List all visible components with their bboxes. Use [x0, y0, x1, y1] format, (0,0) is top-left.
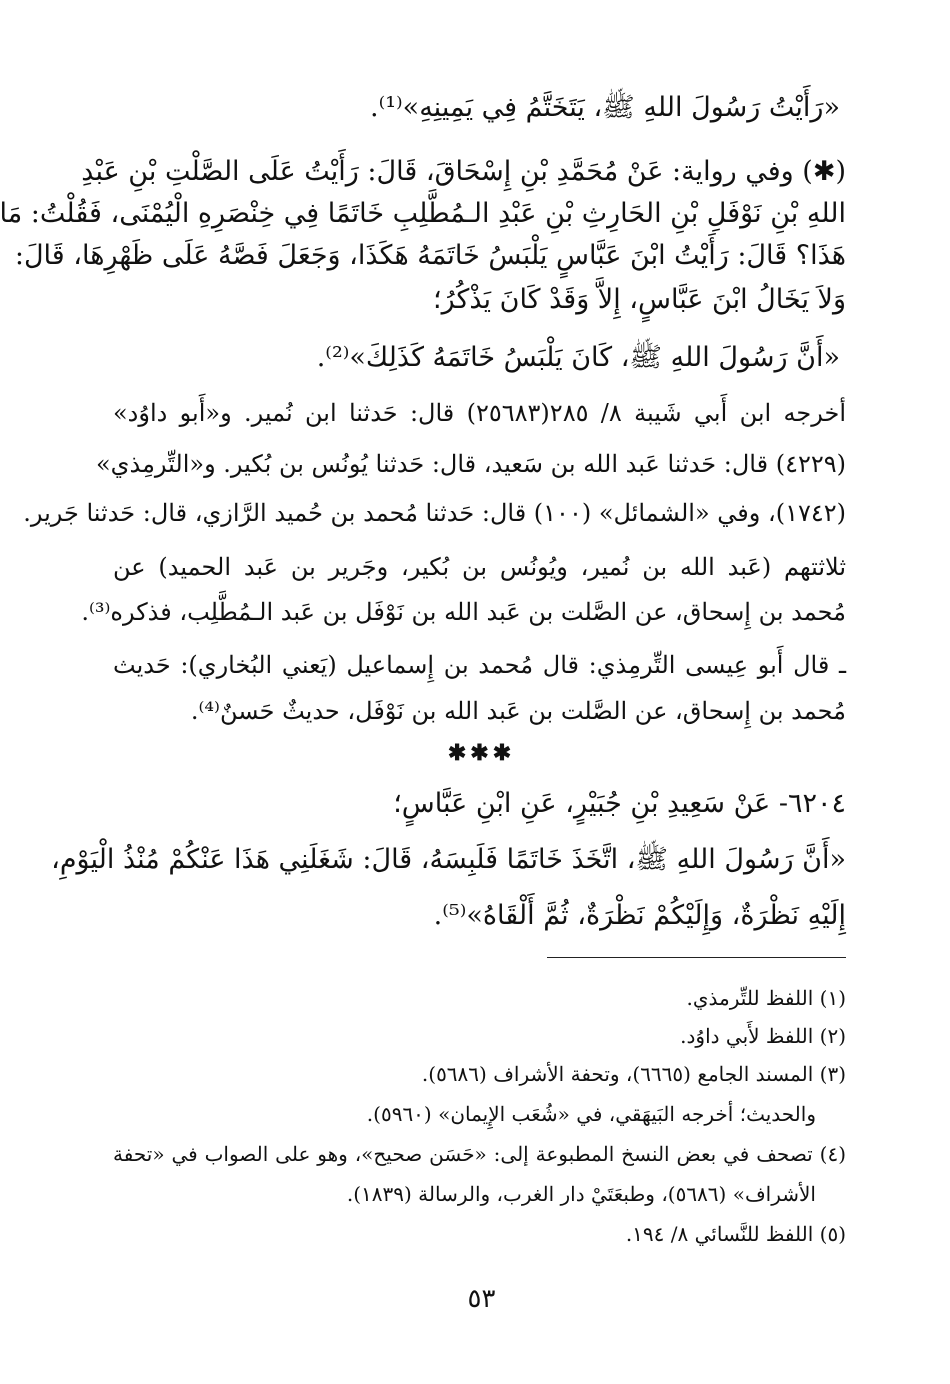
- footnote: والحديث؛ أخرجه البَيهَقي، في «شُعَب الإِيمان» (٥٩٦٠).: [366, 1102, 816, 1126]
- narrators-line: مُحمد بن إِسحاق، عن الصَّلت بن عَبد الله بن نَوْفَل بن عَبد الـمُطَّلِب، فذكره⁽³⁾.: [81, 598, 846, 626]
- text-line: «أَنَّ رَسُولَ اللهِ ﷺ، كَانَ يَلْبَسُ خَاتَمَهُ كَذَلِكَ»⁽²⁾.: [316, 342, 840, 373]
- footnote: (٥) اللفظ للنَّسائي ٨/ ١٩٤.: [625, 1222, 846, 1246]
- narrators-line: ثلاثتهم (عَبد الله بن نُمير، ويُونُس بن بُكير، وجَرير بن عَبد الحميد) عن: [113, 553, 846, 581]
- page-number: ٥٣: [467, 1284, 496, 1314]
- footnote: (٤) تصحف في بعض النسخ المطبوعة إلى: «حَسَن صحيح»، وهو على الصواب في «تحفة: [113, 1142, 846, 1166]
- footnote: الأشراف» (٥٦٨٦)، وطبعَتَيْ دار الغرب، والرسالة (١٨٣٩).: [346, 1182, 816, 1206]
- text-line: وَلاَ يَخَالُ ابْنَ عَبَّاسٍ، إِلاَّ وَقَدْ كَانَ يَذْكُرُ؛: [433, 284, 846, 315]
- takhrij-line: (١٧٤٢)، وفي «الشمائل» (١٠٠) قال: حَدثنا مُحمد بن حُميد الرَّازي، قال: حَدثنا جَرير.: [23, 499, 846, 527]
- text-line: (✱) وفي رواية: عَنْ مُحَمَّدِ بْنِ إِسْحَاقَ، قَالَ: رَأَيْتُ عَلَى الصَّلْتِ بْنِ عَبْدِ: [81, 156, 846, 187]
- tirmidhi-line: مُحمد بن إِسحاق، عن الصَّلت بن عَبد الله بن نَوْفَل، حديثٌ حَسنٌ⁽⁴⁾.: [190, 697, 846, 725]
- footnote-divider: [547, 957, 846, 958]
- footnote: (١) اللفظ للتِّرمذي.: [686, 986, 846, 1010]
- section-separator: ✱✱✱: [447, 740, 516, 766]
- text-line: هَذَا؟ قَالَ: رَأَيْتُ ابْنَ عَبَّاسٍ يَلْبَسُ خَاتَمَهُ هَكَذَا، وَجَعَلَ فَصَّهُ عَلَى ظَهْرِهَا، قَالَ:: [14, 240, 846, 271]
- text-line: إِلَيْهِ نَظْرَةٌ، وَإِلَيْكُمْ نَظْرَةٌ، ثُمَّ أَلْقَاهُ»⁽⁵⁾.: [433, 900, 846, 931]
- text-line: «أَنَّ رَسُولَ اللهِ ﷺ، اتَّخَذَ خَاتَمًا فَلَبِسَهُ، قَالَ: شَغَلَنِي هَذَا عَنْكُمْ مُنْذُ الْيَوْمِ،: [51, 844, 846, 875]
- footnote: (٢) اللفظ لأَبي داوُد.: [680, 1024, 846, 1048]
- text-line: «رَأَيْتُ رَسُولَ اللهِ ﷺ، يَتَخَتَّمُ فِي يَمِينِهِ»⁽¹⁾.: [370, 92, 840, 123]
- takhrij-line: أخرجه ابن أَبي شَيبة ٨/ ٢٨٥(٢٥٦٨٣) قال: حَدثنا ابن نُمير. و«أَبو داوُد»: [113, 399, 846, 427]
- footnote: (٣) المسند الجامع (٦٦٦٥)، وتحفة الأشراف (٥٦٨٦).: [421, 1062, 846, 1086]
- hadith-heading: ٦٢٠٤- عَنْ سَعِيدِ بْنِ جُبَيْرٍ، عَنِ ابْنِ عَبَّاسٍ؛: [393, 788, 846, 819]
- tirmidhi-line: ـ قال أَبو عِيسى التِّرمِذي: قال مُحمد بن إِسماعيل (يَعني البُخاري): حَديث: [113, 651, 846, 679]
- takhrij-line: (٤٢٢٩) قال: حَدثنا عَبد الله بن سَعيد، قال: حَدثنا يُونُس بن بُكير. و«التِّرمِذي»: [96, 450, 846, 478]
- text-line: اللهِ بْنِ نَوْفَلِ بْنِ الحَارِثِ بْنِ عَبْدِ الـمُطَّلِبِ خَاتَمًا فِي خِنْصَرِهِ الْيُمْنَى، فَقُلْتُ: مَا: [0, 198, 846, 229]
